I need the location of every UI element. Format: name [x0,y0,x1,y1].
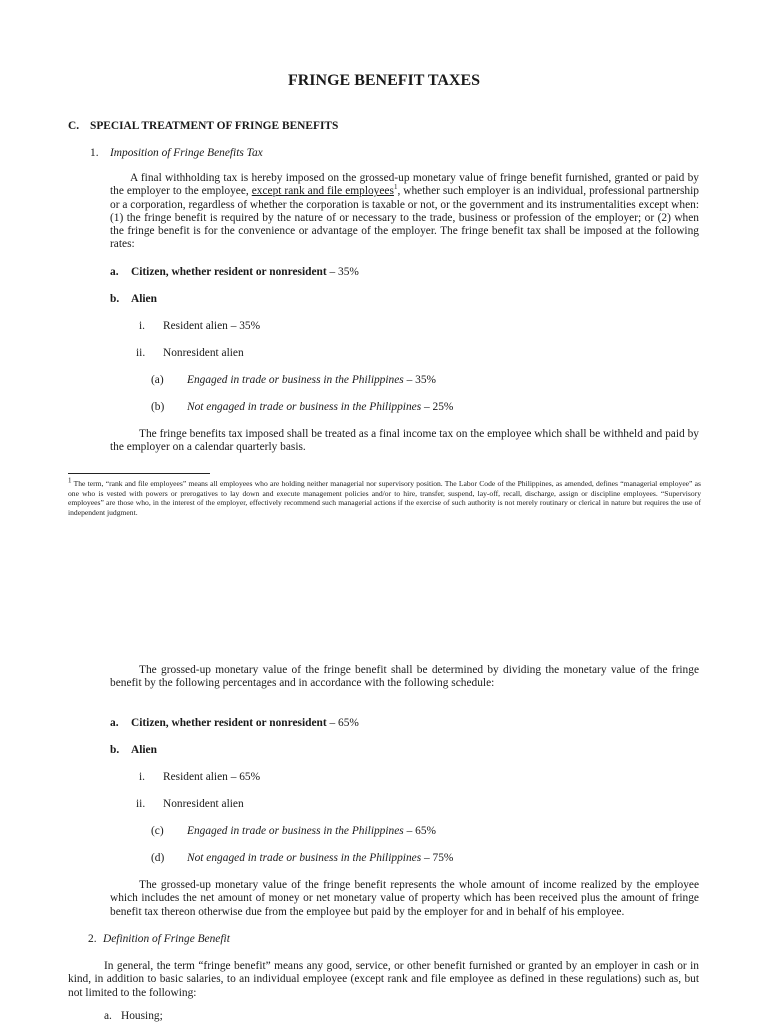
intro-text-2: , whether such employer is an individual, professional partnership or a corporation, regardless of whether the corporation is taxable or not, or the government and its instrumentalities except when: (1) the fringe benefit is required by the nature of or necessary to the trade, business or profession of the employer; or (2) when the fringe benefit is for the convenience or advantage of the employer. The fringe benefit tax shall be imposed at the following rates: [110,185,699,251]
definition-text: In general, the term “fringe benefit” means any good, service, or other benefit furnished or granted by an employer in cash or in kind, in addition to basic salaries, to an individual employee (except rank and file employee as defined in these regulations) such as, but not limited to the following: [68,960,699,999]
page-title: FRINGE BENEFIT TAXES [287,72,481,89]
schedule-a-text: Citizen, whether resident or nonresident [131,717,327,729]
schedule-c [187,825,436,838]
rate-x-label: (a) [151,374,164,386]
schedule-a-label: a. [110,717,119,729]
underlined-phrase: except rank and file employees [251,185,394,198]
rate-a [131,266,359,279]
rate-y-label: (b) [151,401,165,413]
schedule-d-text: Not engaged in trade or business in the Philippines [187,852,422,864]
grossed-up-definition-text: The grossed-up monetary value of the fringe benefit represents the whole amount of income realized by the employee which includes the net amount of money or net monetary value of property which has been received plus the amount of fringe benefit tax thereon otherwise due from the employee but paid by the employer for and in behalf of his employee. [110,879,699,918]
rate-a-value: – 35% [326,266,359,278]
rate-a-label: a. [110,266,119,278]
subsection-2-number: 2. [88,933,97,945]
schedule-c-text: Engaged in trade or business in the Philippines [187,825,404,837]
footnote [68,476,701,517]
schedule-ii-text: Nonresident alien [163,798,244,810]
schedule-b-text: Alien [131,744,157,756]
schedule-a-value: – 65% [326,717,359,729]
rate-a-text: Citizen, whether resident or nonresident [131,266,327,278]
rate-x [187,374,436,387]
grossed-up-intro [110,664,699,691]
grossed-up-definition [110,879,699,919]
schedule-b-label: b. [110,744,120,756]
intro-paragraph [110,172,699,252]
section-heading: SPECIAL TREATMENT OF FRINGE BENEFITS [90,120,339,132]
schedule-i-label: i. [139,771,146,783]
rate-i-label: i. [139,320,146,332]
schedule-a [131,717,359,730]
rate-y-text: Not engaged in trade or business in the Philippines [187,401,422,413]
schedule-ii-label: ii. [136,798,146,810]
rate-i-text: Resident alien – 35% [163,320,261,332]
rate-y [187,401,453,414]
footnote-reference: 1 [393,183,398,192]
rate-y-value: – 25% [421,401,454,413]
grossed-up-intro-text: The grossed-up monetary value of the fringe benefit shall be determined by dividing the monetary value of the fringe benefit by the following percentages and in accordance with the following schedule: [110,664,699,690]
schedule-c-label: (c) [151,825,164,837]
schedule-c-value: – 65% [403,825,437,837]
rate-x-text: Engaged in trade or business in the Philippines [187,374,404,386]
list-a-text: Housing; [121,1010,163,1022]
rate-ii-label: ii. [136,347,146,359]
subsection-2-heading: Definition of Fringe Benefit [103,933,230,945]
schedule-d-value: – 75% [421,852,454,864]
final-tax-text: The fringe benefits tax imposed shall be treated as a final income tax on the employee which shall be withheld and paid by the employer on a calendar quarterly basis. [110,428,699,454]
list-a-label: a. [104,1010,112,1022]
footnote-mark: 1 [68,476,72,485]
subsection-number: 1. [90,147,99,159]
footnote-text: The term, “rank and file employees” means all employees who are holding neither managerial nor supervisory position. The Labor Code of the Philippines, as amended, defines “managerial employee” as one who is vested with powers or prerogatives to lay down and execute management policies and/or to hire, transfer, suspend, lay-off, recall, discharge, assign or discipline employees. “Supervisory employees” are those who, in the interest of the employer, effectively recommend such managerial actions if the exercise of such authority is not merely routinary or clerical in nature but requires the use of independent judgment. [68,479,701,517]
rate-b-text: Alien [131,293,157,305]
schedule-i-text: Resident alien – 65% [163,771,261,783]
schedule-d-label: (d) [151,852,165,864]
rate-b-label: b. [110,293,120,305]
intro-text-1: A final withholding tax is hereby imposed on the grossed-up monetary value of fringe benefit furnished, granted or paid by the employer to the employee, [110,172,699,198]
section-label: C. [68,120,80,132]
definition-paragraph [68,960,699,1000]
final-tax-paragraph [110,428,699,455]
rate-x-value: – 35% [403,374,437,386]
subsection-heading: Imposition of Fringe Benefits Tax [110,147,263,159]
schedule-d [187,852,453,865]
footnote-divider [68,473,210,474]
rate-ii-text: Nonresident alien [163,347,244,359]
